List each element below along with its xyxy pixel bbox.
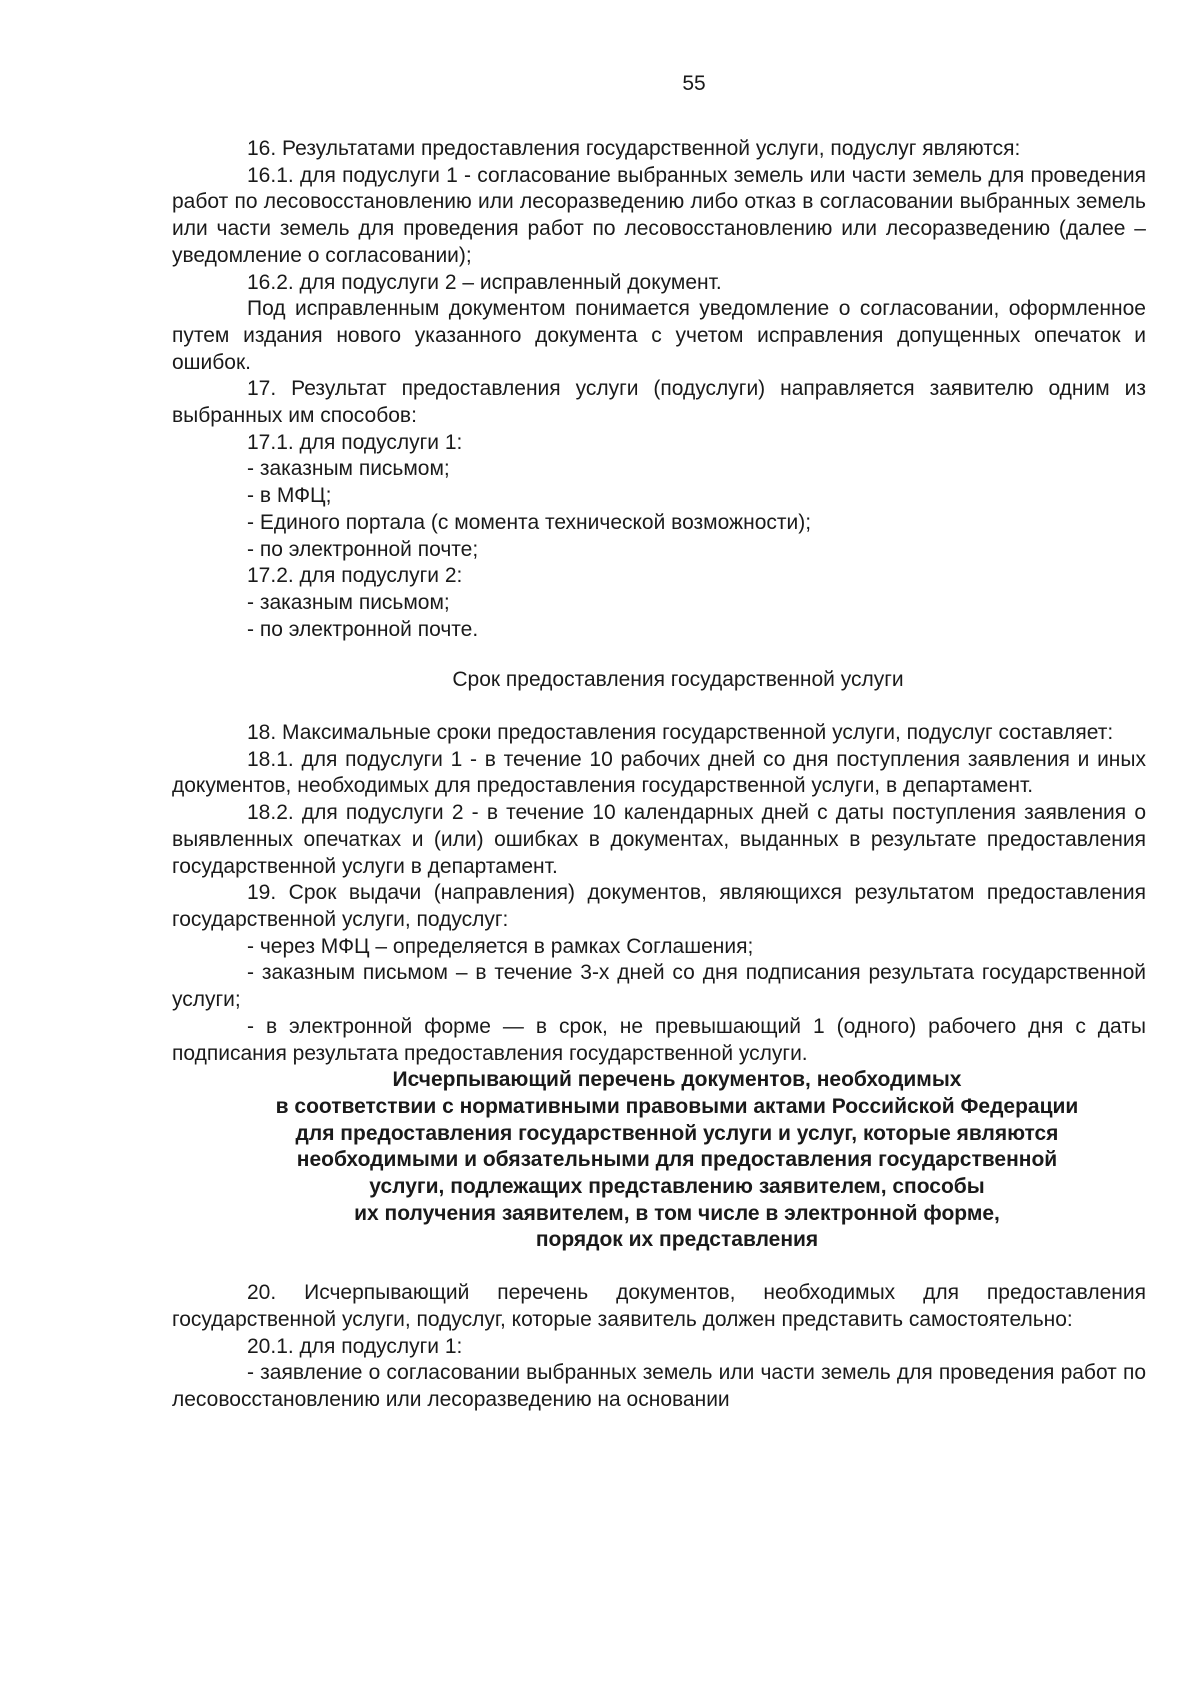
- paragraph-18: 18. Максимальные сроки предоставления государственной услуги, подуслуг составляет:: [247, 721, 1114, 745]
- paragraph-18-1: 18.1. для подуслуги 1 - в течение 10 рабочих дней со дня поступления заявления и иных документов, необходимых для предоставления государственной услуги, в департамент.: [172, 747, 1146, 798]
- paragraph-19-a: - через МФЦ – определяется в рамках Соглашения;: [247, 934, 754, 958]
- paragraph-16: 16. Результатами предоставления государственной услуги, подуслуг являются:: [247, 137, 1021, 160]
- paragraph-16-2: 16.2. для подуслуги 2 – исправленный документ.: [247, 270, 722, 294]
- heading-line: в соответствии с нормативными правовыми актами Российской Федерации: [275, 1094, 1079, 1118]
- heading-line: их получения заявителем, в том числе в электронной форме,: [354, 1201, 1000, 1225]
- paragraph-17-1: 17.1. для подуслуги 1:: [247, 430, 463, 454]
- heading-line: для предоставления государственной услуги и услуг, которые являются: [295, 1121, 1059, 1145]
- paragraph-19: 19. Срок выдачи (направления) документов, являющихся результатом предоставления государственной услуги, подуслуг:: [172, 881, 1146, 931]
- list-item: - в МФЦ;: [247, 484, 332, 508]
- paragraph-17-2: 17.2. для подуслуги 2:: [247, 564, 463, 588]
- paragraph-16-note: Под исправленным документом понимается уведомление о согласовании, оформленное путем издания нового указанного документа с учетом исправления допущенных опечаток и ошибок.: [172, 297, 1146, 374]
- list-item: - заказным письмом;: [247, 590, 450, 614]
- paragraph-19-c: - в электронной форме — в срок, не превышающий 1 (одного) рабочего дня с даты подписания результата предоставления государственной услуги.: [172, 1014, 1146, 1065]
- paragraph-20-1: 20.1. для подуслуги 1:: [247, 1334, 463, 1358]
- paragraph-18-2: 18.2. для подуслуги 2 - в течение 10 календарных дней с даты поступления заявления о выявленных опечатках и (или) ошибках в документах, выданных в результате предоставления государственной услуги в департамент.: [172, 801, 1146, 878]
- heading-line: порядок их представления: [535, 1228, 819, 1252]
- list-item: - заказным письмом;: [247, 457, 450, 481]
- list-item: - по электронной почте.: [247, 617, 479, 641]
- document-body: [172, 136, 1146, 1414]
- page-number: 55: [682, 72, 706, 95]
- paragraph-20-1-a: - заявление о согласовании выбранных земель или части земель для проведения работ по лесовосстановлению или лесоразведению на основании: [172, 1361, 1146, 1411]
- list-item: - по электронной почте;: [247, 537, 479, 561]
- list-item: - Единого портала (с момента технической возможности);: [247, 510, 812, 534]
- heading-line: услуги, подлежащих представлению заявителем, способы: [369, 1175, 985, 1199]
- paragraph-20: 20. Исчерпывающий перечень документов, необходимых для предоставления государственной услуги, подуслуг, которые заявитель должен представить самостоятельно:: [172, 1281, 1146, 1331]
- paragraph-17: 17. Результат предоставления услуги (подуслуги) направляется заявителю одним из выбранных им способов:: [172, 377, 1146, 428]
- section-heading-documents: [172, 1067, 1146, 1254]
- section-heading-term: Срок предоставления государственной услуги: [452, 668, 904, 692]
- heading-line: Исчерпывающий перечень документов, необходимых: [392, 1068, 962, 1092]
- paragraph-19-b: - заказным письмом – в течение 3-х дней со дня подписания результата государственной услуги;: [172, 961, 1146, 1012]
- paragraph-16-1: 16.1. для подуслуги 1 - согласование выбранных земель или части земель для проведения работ по лесовосстановлению или лесоразведению либо отказ в согласовании выбранных земель или части земель для проведения работ по лесовосстановлению или лесоразведению (далее – уведомление о согласовании);: [172, 163, 1146, 267]
- heading-line: необходимыми и обязательными для предоставления государственной: [296, 1148, 1058, 1172]
